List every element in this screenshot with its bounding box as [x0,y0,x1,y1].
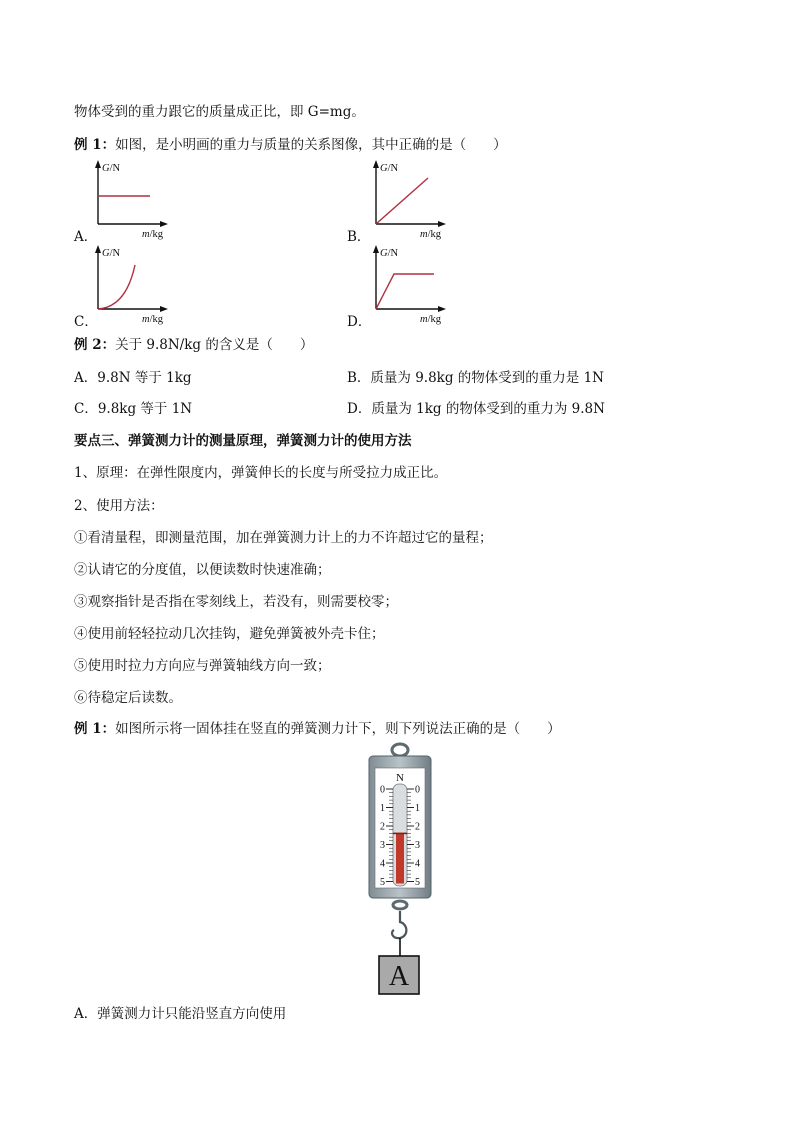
option-d-letter: D． [347,314,372,330]
scale-indicator [396,833,404,883]
top-ring [392,744,408,756]
question-text: 如图，是小明画的重力与质量的关系图像，其中正确的是（ ） [115,137,507,153]
scale-tick-label-left: 2 [380,821,385,833]
svg-text:G/N: G/N [380,248,399,259]
usage-step-6: ⑥待稳定后读数。 [74,690,182,706]
usage-step-4: ④使用前轻轻拉动几次挂钩，避免弹簧被外壳卡住； [74,626,385,642]
ex3-option-a: A．弹簧测力计只能沿竖直方向使用 [74,1006,287,1022]
scale-tick-label-left: 0 [380,784,385,796]
svg-text:m/kg: m/kg [420,314,442,325]
svg-text:G/N: G/N [102,248,121,259]
intro-text: 物体受到的重力跟它的质量成正比，即 G=mg。 [74,104,365,120]
graph-d [366,241,458,327]
scale-tick-label-left: 4 [380,858,385,870]
usage-step-5: ⑤使用时拉力方向应与弹簧轴线方向一致； [74,658,331,674]
scale-tick-label-right: 1 [415,803,420,814]
principle-text: 1、原理：在弹性限度内，弹簧伸长的长度与所受拉力成正比。 [74,465,448,481]
option-c-letter: C． [74,314,98,330]
scale-tick-label-right: 2 [415,821,420,833]
svg-text:G/N: G/N [102,163,121,174]
graph-b-line [376,178,428,224]
example-3-question [74,720,561,738]
block-label: A [388,961,410,992]
option-a-letter: A． [74,229,98,245]
example-label: 例 2： [74,337,116,353]
usage-step-1: ①看清量程，即测量范围，加在弹簧测力计上的力不许超过它的量程； [74,530,493,546]
svg-text:m/kg: m/kg [142,229,164,240]
spring-scale-figure [340,740,460,1002]
option-b-letter: B． [347,229,371,245]
scale-tick-label-right: 0 [415,784,420,796]
example-label: 例 1： [74,721,116,737]
question-text: 关于 9.8N/kg 的含义是（ ） [115,337,314,353]
svg-text:m/kg: m/kg [142,314,164,325]
usage-step-3: ③观察指针是否指在零刻线上，若没有，则需要校零； [74,594,398,610]
ex2-option-b: B．质量为 9.8kg 的物体受到的重力是 1N [347,370,604,386]
scale-tick-label-right: 3 [415,840,420,851]
scale-tick-label-left: 3 [380,840,385,851]
usage-title: 2、使用方法： [74,498,164,514]
graph-c-curve [98,265,135,309]
question-text: 如图所示将一固体挂在竖直的弹簧测力计下，则下列说法正确的是（ ） [115,721,561,737]
example-1-question [74,136,507,154]
usage-step-2: ②认请它的分度值，以便读数时快速准确； [74,562,331,578]
scale-unit: N [396,772,404,784]
svg-text:G/N: G/N [380,163,399,174]
example-label: 例 1： [74,137,116,153]
graph-a [88,156,180,242]
hook [392,911,406,938]
graph-d-line [376,274,434,309]
graph-b [366,156,458,242]
scale-tick-label-left: 1 [380,803,385,814]
graph-c [88,241,180,327]
scale-tick-label-right: 4 [415,858,420,870]
svg-text:m/kg: m/kg [420,229,442,240]
ex2-option-c: C．9.8kg 等于 1N [74,401,193,417]
ex2-option-d: D．质量为 1kg 的物体受到的重力为 9.8N [347,401,605,417]
scale-tick-label-left: 5 [380,877,385,888]
bottom-ring [393,901,407,909]
example-2-question [74,336,313,354]
scale-tick-label-right: 5 [415,877,420,888]
section-heading: 要点三、弹簧测力计的测量原理，弹簧测力计的使用方法 [74,433,412,449]
ex2-option-a: A．9.8N 等于 1kg [74,370,192,386]
